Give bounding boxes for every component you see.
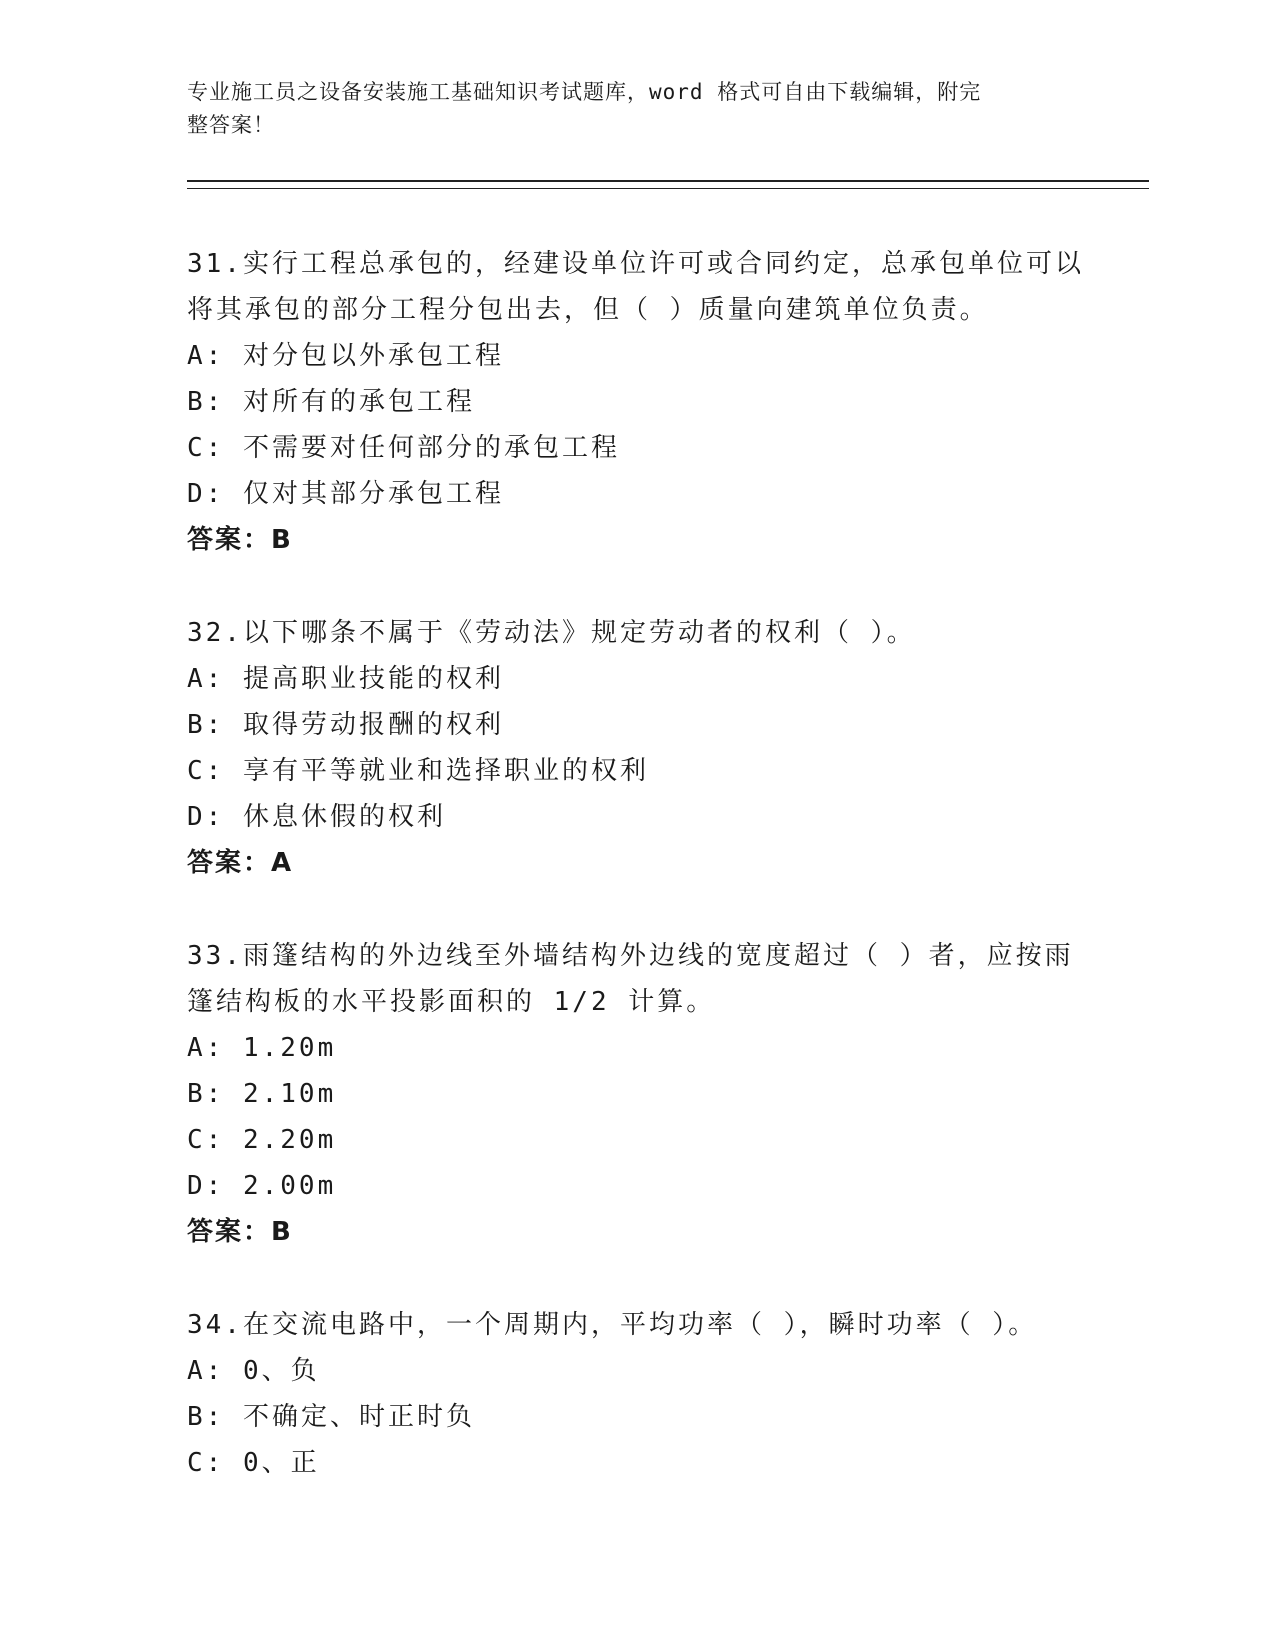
option-a: A: 1.20m [187,1033,337,1063]
option-b: B: 2.10m [187,1079,337,1109]
option-a: A: 对分包以外承包工程 [187,341,504,371]
option-c: C: 不需要对任何部分的承包工程 [187,433,620,463]
document-page [187,0,1149,1533]
question-34 [187,1302,1149,1486]
header-line-1: 专业施工员之设备安装施工基础知识考试题库，word 格式可自由下载编辑，附完 [187,80,982,104]
option-d: D: 2.00m [187,1171,337,1201]
question-32 [187,610,1149,886]
option-c: C: 2.20m [187,1125,337,1155]
option-c: C: 0、正 [187,1448,320,1478]
answer-label: 答案：A [187,848,294,878]
question-list [187,241,1149,1486]
header-divider [187,180,1149,189]
question-text-line: 篷结构板的水平投影面积的 1/2 计算。 [187,987,716,1017]
option-c: C: 享有平等就业和选择职业的权利 [187,756,649,786]
question-text-line: 32.以下哪条不属于《劳动法》规定劳动者的权利（ ）。 [187,618,916,648]
answer-label: 答案：B [187,1217,293,1247]
question-33 [187,933,1149,1255]
question-text-line: 将其承包的部分工程分包出去，但（ ）质量向建筑单位负责。 [187,295,989,325]
option-a: A: 0、负 [187,1356,320,1386]
option-b: B: 不确定、时正时负 [187,1402,475,1432]
question-text [187,1302,1087,1348]
option-a: A: 提高职业技能的权利 [187,664,504,694]
option-b: B: 对所有的承包工程 [187,387,475,417]
header-line-2: 整答案！ [187,113,275,137]
document-header [187,76,1067,142]
question-text-line: 34.在交流电路中，一个周期内，平均功率（ ），瞬时功率（ ）。 [187,1310,1038,1340]
option-d: D: 仅对其部分承包工程 [187,479,504,509]
question-text-line: 33.雨篷结构的外边线至外墙结构外边线的宽度超过（ ）者，应按雨 [187,941,1074,971]
question-text [187,610,1087,656]
answer-label: 答案：B [187,525,293,555]
question-text-line: 31.实行工程总承包的，经建设单位许可或合同约定，总承包单位可以 [187,249,1084,279]
option-b: B: 取得劳动报酬的权利 [187,710,504,740]
question-31 [187,241,1149,563]
question-text [187,933,1087,1025]
option-d: D: 休息休假的权利 [187,802,446,832]
question-text [187,241,1087,333]
